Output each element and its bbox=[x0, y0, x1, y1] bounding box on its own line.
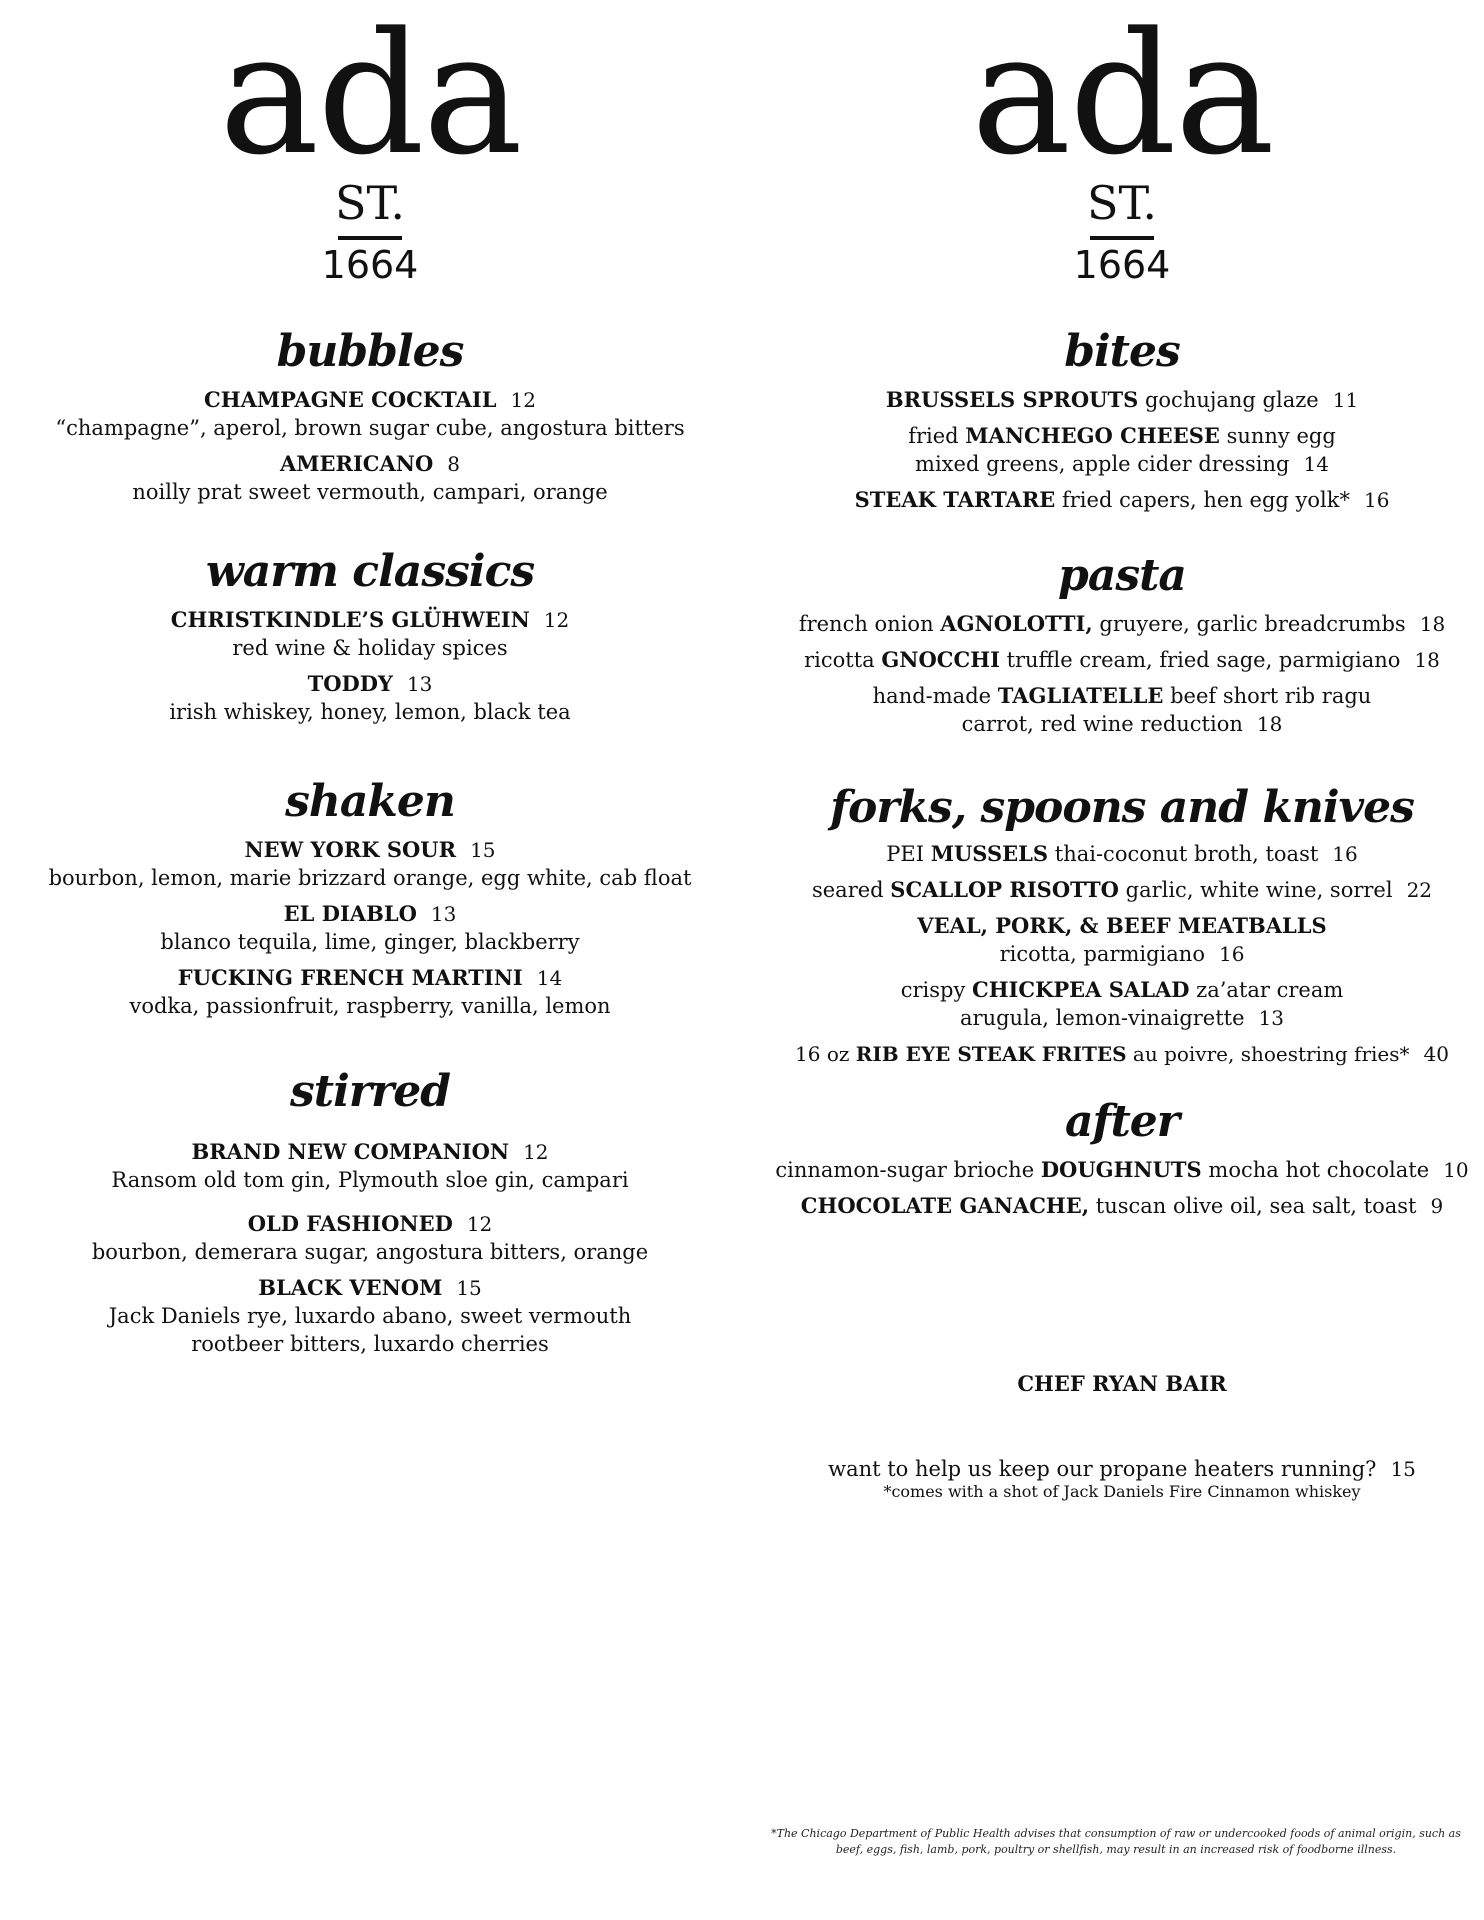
item-name: GNOCCHI bbox=[881, 647, 1000, 672]
item-name: CHRISTKINDLE’S GLÜHWEIN bbox=[170, 607, 530, 632]
menu-item bbox=[0, 606, 740, 662]
item-price: 8 bbox=[447, 452, 461, 476]
item-name: VEAL, PORK, & BEEF MEATBALLS bbox=[917, 913, 1327, 938]
menu-item bbox=[0, 1138, 740, 1194]
menu-item bbox=[0, 1210, 740, 1266]
item-name: DOUGHNUTS bbox=[1040, 1157, 1202, 1182]
menu-item bbox=[760, 646, 1484, 674]
item-name: CHOCOLATE GANACHE, bbox=[800, 1193, 1090, 1218]
logo-street: ST. bbox=[1086, 176, 1158, 230]
logo-street: ST. bbox=[334, 176, 406, 230]
item-name: TAGLIATELLE bbox=[997, 683, 1164, 708]
item-name: RIB EYE STEAK FRITES bbox=[855, 1042, 1127, 1066]
item-price: 14 bbox=[536, 966, 563, 990]
item-prefix: seared bbox=[811, 878, 884, 902]
food-menu-column bbox=[760, 0, 1484, 1502]
item-prefix: crispy bbox=[900, 978, 966, 1002]
section-title: after bbox=[1065, 1096, 1179, 1147]
item-detail: gochujang glaze bbox=[1144, 388, 1319, 412]
logo bbox=[760, 0, 1484, 300]
item-description: “champagne”, aperol, brown sugar cube, angostura bitters bbox=[55, 416, 685, 440]
item-price: 16 bbox=[1332, 842, 1358, 866]
item-description-line-2: ricotta, parmigiano bbox=[999, 942, 1205, 966]
menu-item bbox=[760, 976, 1484, 1032]
item-price: 15 bbox=[470, 838, 496, 862]
health-advisory-footnote bbox=[756, 1826, 1476, 1858]
menu-item bbox=[760, 386, 1484, 414]
item-description-line-2: mixed greens, apple cider dressing bbox=[915, 452, 1290, 476]
item-description-line-2: rootbeer bitters, luxardo cherries bbox=[191, 1332, 549, 1356]
item-detail: fried capers, hen egg yolk* bbox=[1062, 488, 1350, 512]
item-name: AMERICANO bbox=[279, 451, 434, 476]
chef-credit: CHEF RYAN BAIR bbox=[1017, 1371, 1227, 1396]
item-name: BLACK VENOM bbox=[258, 1275, 443, 1300]
item-name: NEW YORK SOUR bbox=[244, 837, 457, 862]
item-name: FUCKING FRENCH MARTINI bbox=[177, 965, 523, 990]
item-description-line-2: carrot, red wine reduction bbox=[961, 712, 1243, 736]
menu-item bbox=[760, 876, 1484, 904]
section-pasta bbox=[760, 550, 1484, 738]
item-detail: za’atar cream bbox=[1196, 978, 1344, 1002]
item-description: bourbon, demerara sugar, angostura bitters, orange bbox=[91, 1240, 649, 1264]
item-price: 15 bbox=[456, 1276, 482, 1300]
menu-item bbox=[0, 670, 740, 726]
propane-price: 15 bbox=[1390, 1457, 1416, 1481]
item-price: 18 bbox=[1256, 712, 1283, 736]
item-price: 13 bbox=[1258, 1006, 1284, 1030]
item-detail: mocha hot chocolate bbox=[1208, 1158, 1430, 1182]
item-prefix: cinnamon-sugar brioche bbox=[775, 1158, 1035, 1182]
propane-promo bbox=[760, 1456, 1484, 1502]
item-price: 12 bbox=[466, 1212, 493, 1236]
item-price: 14 bbox=[1303, 452, 1329, 476]
logo-name: ada bbox=[971, 0, 1273, 192]
menu-item bbox=[760, 682, 1484, 738]
item-price: 40 bbox=[1423, 1042, 1449, 1066]
item-name: OLD FASHIONED bbox=[247, 1211, 453, 1236]
menu-item bbox=[0, 964, 740, 1020]
section-title: forks, spoons and knives bbox=[830, 782, 1414, 833]
item-name: EL DIABLO bbox=[283, 901, 417, 926]
item-price: 13 bbox=[406, 672, 433, 696]
section-title: bubbles bbox=[276, 326, 464, 377]
section-warm-classics bbox=[0, 546, 740, 726]
menu-item bbox=[760, 1192, 1484, 1220]
logo-year: 1664 bbox=[321, 243, 419, 287]
menu-item bbox=[760, 840, 1484, 868]
item-description: blanco tequila, lime, ginger, blackberry bbox=[160, 930, 580, 954]
footnote-line-2: beef, eggs, fish, lamb, pork, poultry or shellfish, may result in an increased risk of foodborne illness. bbox=[835, 1843, 1397, 1856]
item-name: BRAND NEW COMPANION bbox=[191, 1139, 510, 1164]
item-price: 12 bbox=[523, 1140, 549, 1164]
item-description: bourbon, lemon, marie brizzard orange, egg white, cab float bbox=[48, 866, 692, 890]
item-description: Ransom old tom gin, Plymouth sloe gin, campari bbox=[111, 1168, 629, 1192]
item-prefix: hand-made bbox=[872, 684, 992, 708]
logo-name: ada bbox=[219, 0, 521, 192]
menu-item bbox=[0, 386, 740, 442]
item-prefix: ricotta bbox=[804, 648, 875, 672]
section-title: shaken bbox=[285, 776, 455, 827]
item-name: BRUSSELS SPROUTS bbox=[885, 387, 1139, 412]
footnote-line-1: *The Chicago Department of Public Health advises that consumption of raw or undercooked foods of animal origin, such as bbox=[771, 1827, 1461, 1840]
item-name: AGNOLOTTI, bbox=[940, 611, 1093, 636]
menu-item bbox=[760, 486, 1484, 514]
item-detail: garlic, white wine, sorrel bbox=[1125, 878, 1393, 902]
item-detail: au poivre, shoestring fries* bbox=[1132, 1042, 1410, 1066]
logo-rule bbox=[338, 236, 402, 240]
section-bubbles bbox=[0, 326, 740, 506]
item-name: TODDY bbox=[307, 671, 393, 696]
item-description: Jack Daniels rye, luxardo abano, sweet vermouth bbox=[108, 1304, 632, 1328]
menu-item bbox=[0, 1274, 740, 1358]
item-description: noilly prat sweet vermouth, campari, orange bbox=[132, 480, 608, 504]
section-after bbox=[760, 1096, 1484, 1220]
propane-note: *comes with a shot of Jack Daniels Fire Cinnamon whiskey bbox=[883, 1482, 1361, 1501]
item-detail: sunny egg bbox=[1226, 424, 1336, 448]
item-prefix: PEI bbox=[886, 842, 925, 866]
item-description: red wine & holiday spices bbox=[232, 636, 508, 660]
logo-year: 1664 bbox=[1073, 243, 1171, 287]
item-prefix: french onion bbox=[798, 612, 934, 636]
menu-item bbox=[760, 1040, 1484, 1068]
item-prefix: 16 oz bbox=[795, 1042, 850, 1066]
item-price: 13 bbox=[430, 902, 457, 926]
drinks-menu-column bbox=[0, 0, 740, 1358]
menu-item bbox=[760, 610, 1484, 638]
logo-rule bbox=[1090, 236, 1154, 240]
item-description-line-2: arugula, lemon-vinaigrette bbox=[960, 1006, 1245, 1030]
item-price: 10 bbox=[1443, 1158, 1469, 1182]
item-description: vodka, passionfruit, raspberry, vanilla, lemon bbox=[129, 994, 611, 1018]
item-price: 16 bbox=[1218, 942, 1245, 966]
section-title: stirred bbox=[290, 1066, 450, 1117]
item-detail: gruyere, garlic breadcrumbs bbox=[1099, 612, 1406, 636]
item-detail: beef short rib ragu bbox=[1170, 684, 1372, 708]
section-stirred bbox=[0, 1066, 740, 1358]
item-price: 16 bbox=[1363, 488, 1390, 512]
item-price: 18 bbox=[1419, 612, 1446, 636]
item-detail: thai-coconut broth, toast bbox=[1054, 842, 1319, 866]
propane-text: want to help us keep our propane heaters running? bbox=[828, 1457, 1377, 1481]
menu-item bbox=[760, 1156, 1484, 1184]
item-description: irish whiskey, honey, lemon, black tea bbox=[169, 700, 571, 724]
item-name: STEAK TARTARE bbox=[854, 487, 1056, 512]
item-detail: truffle cream, fried sage, parmigiano bbox=[1006, 648, 1401, 672]
item-name: SCALLOP RISOTTO bbox=[890, 877, 1119, 902]
item-name: MUSSELS bbox=[930, 841, 1049, 866]
item-price: 12 bbox=[510, 388, 536, 412]
item-price: 18 bbox=[1414, 648, 1440, 672]
section-title: warm classics bbox=[205, 546, 535, 597]
item-name: CHICKPEA SALAD bbox=[972, 977, 1190, 1002]
logo bbox=[0, 0, 740, 300]
section-forks-spoons-knives bbox=[760, 782, 1484, 1068]
section-title: pasta bbox=[1058, 550, 1186, 601]
item-detail: tuscan olive oil, sea salt, toast bbox=[1095, 1194, 1417, 1218]
item-prefix: fried bbox=[908, 424, 959, 448]
section-bites bbox=[760, 326, 1484, 514]
menu-item bbox=[0, 836, 740, 892]
item-price: 11 bbox=[1332, 388, 1359, 412]
section-title: bites bbox=[1064, 326, 1180, 377]
menu-item bbox=[0, 450, 740, 506]
menu-item bbox=[760, 422, 1484, 478]
item-name: MANCHEGO CHEESE bbox=[965, 423, 1220, 448]
item-name: CHAMPAGNE COCKTAIL bbox=[204, 387, 497, 412]
item-price: 12 bbox=[543, 608, 570, 632]
menu-item bbox=[0, 900, 740, 956]
section-shaken bbox=[0, 776, 740, 1020]
item-price: 9 bbox=[1430, 1194, 1444, 1218]
menu-item bbox=[760, 912, 1484, 968]
item-price: 22 bbox=[1406, 878, 1433, 902]
